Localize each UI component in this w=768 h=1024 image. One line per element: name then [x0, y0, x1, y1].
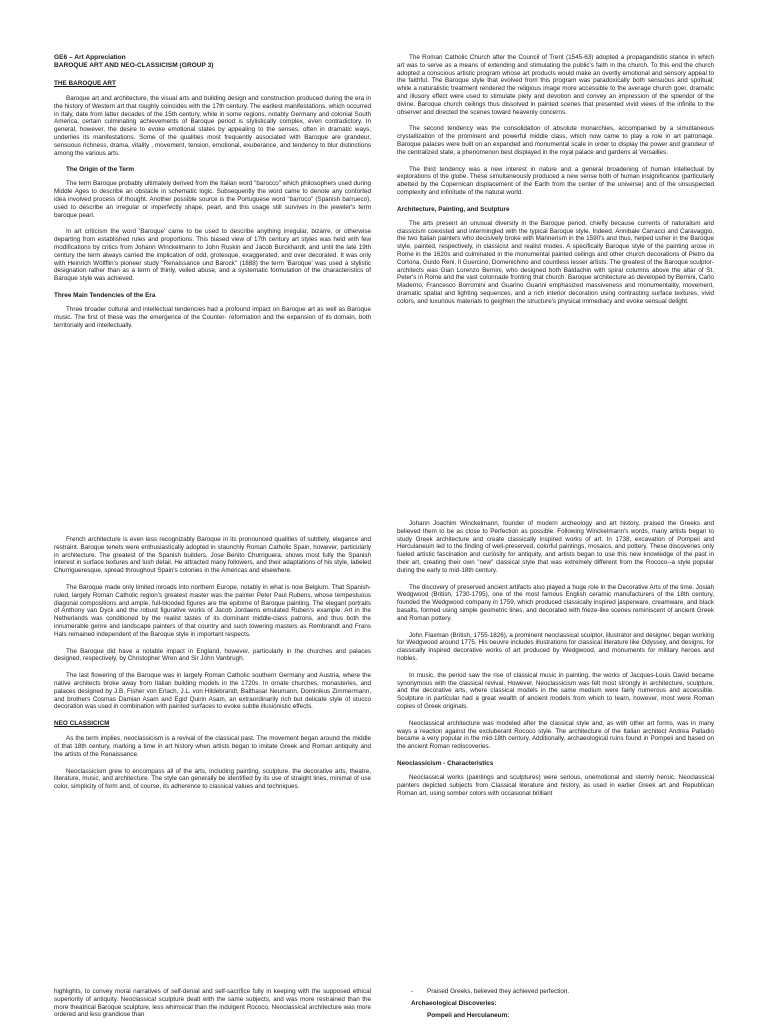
paragraph-origin-2: In art criticism the word 'Baroque' came to be used to describe anything irregular, bizarre, or otherwise departing from established rules and proportions. This biased view of 17th century art styles was held with few modifications by critics from Johann Winckelmann to John Ruskin and Jacob Burckhardt, and until the late 19th century the term always carried the implication of odd, grotesque, exaggerated, and over decorated. It was only with Heinrich Wölfflin's pioneer study "Renaissance und Barock" (1888) the term 'Baroque' was used a stylistic designation rather than as a term of thinly, veiled abuse, and a systematic formulation of the characteristics of Baroque style was achieved.: [54, 228, 371, 283]
paragraph-third-tendency: The third tendency was a new interest in nature and a general broadening of human intellectual by explorations of the globe. These simultaneously produced a new sense both of human insignificance (particularly abetted by the Copernican displacement of the Earth from the center of the universe) and of the unsuspected complexity and infinitude of the natural world.: [397, 165, 714, 196]
section-heading-neoclassicism: NEO CLASSICICM: [54, 720, 110, 728]
heading-neo-characteristics: Neoclassicism - Characteristics: [397, 759, 494, 767]
paragraph-music: In music, the period saw the rise of classical music in painting, the works of Jacques-Louis David became synonymous with the classical revival. However, Neoclassicism was felt most strongly in architecture, sculpture, and the decorative arts, where classical models in the same medium were fairly numerous and accessible. Sculpture in particular had a great wealth of ancient models from which to learn, however, most were Roman copies of Greek originals.: [397, 671, 714, 710]
bullet-dash: -: [411, 988, 414, 995]
paragraph-intro: Baroque art and architecture, the visual arts and building design and construction produced during the era in the history of Western art that roughly coincides with the 17th century. The earliest manifestations, which occurred in Italy, date from latter decades of the 15th century, while in some regions, notably Germany and colonial South America, certain culminating achievements of Baroque period is stylistically complex, even contradictory. In general, however, the desire to evoke emotional states by appealing to the senses, often in dramatic ways, underlies its manifestations. Some of the qualities most frequently associated with Baroque are grandeur, sensuous richness, drama, vitality , movement, tension, emotional, exuberance, and tendency to blur distinctions among the various arts.: [54, 95, 371, 157]
document-page-1: [0, 0, 768, 470]
document-subtitle: BAROQUE ART AND NEO-CLASSICISM (GROUP 3): [54, 62, 214, 69]
heading-three-tendencies: Three Main Tendencies of the Era: [54, 291, 156, 299]
paragraph-neo-1: As the term implies, neoclassicism is a revival of the classical past. The movement began around the middle of that 18th century, marking a time in art history when artists began to imitate Greek and Roman antiquity and the artists of the Renaissance.: [54, 735, 371, 758]
paragraph-origin-1: The term Baroque probably ultimately derived from the Italian word "barocco" which philosophers used during Middle Ages to describe an obstacle in schematic logic. Subsequently the word came to denote any contorted idea involved process of thought. Another possible source is the Portuguese word "barroco" (Spanish barrueco), used to describe an irregular or imperfectly shape, pearl, and this usage still survives in the jeweler's term baroque pearl.: [54, 180, 371, 219]
paragraph-neo-architecture: Neoclassical architecture was modeled after the classical style and, as with other art forms, was in many ways a reaction against the excluberant Rococo style. The architecture of the Italian architect Andrea Palladio became a very popular in the mid-18th century. Additionally, archaeological ruins found in Pompeii and based on the ancient Roman rediscoveries.: [397, 719, 714, 751]
heading-architecture-painting-sculpture: Architecture, Painting, and Sculpture: [397, 205, 510, 213]
paragraph-wedgwood: The discovery of preserved ancient artifacts also played a huge role in the Decorative Arts of the time. Josiah Wedgwood (British, 1730-1795), one of the most famous English ceramic manufacturers of the 18th century, founded the Wedgwood company in 1759, which produced classically inspired jasperware, creamware, and black basalts, formed using simple geometric lines, and decorated with frieze-like scenes reminiscent of ancient Greek and Roman pottery.: [397, 583, 714, 622]
heading-archaeological-discoveries: Archaeological Discoveries:: [411, 1000, 497, 1007]
page3-right-column: [397, 980, 714, 1024]
page2-left-column: [54, 512, 371, 800]
course-title: GE6 – Art Appreciation: [54, 54, 126, 61]
paragraph-belgium: The Baroque made only limited inroads into northern Europe, notably in what is now Belgium. That Spanish-ruled, largely Roman Catholic region's greatest master was the painter Peter Paul Rubens, whose tempestuous diagonal compositions and ample, full-blooded figures are the epitome of Baroque painting. The elegant portraits of Anthony van Dyck and the robust figurative works of Jacob Jordaens emulated Ruben's example. Art in the Netherlands was conditioned by the realist tastes of its dominant middle-class patrons, and thus both the innumerable genre and landscape painters of that country and such towering masters as Rembrandt and Frans Hals remained independent of the Baroque style in important respects.: [54, 583, 371, 638]
paragraph-continued: highlights, to convey moral narratives of self-denial and self-sacrifice fully in keeping with the supposed ethical superiority of antiquity. Neoclassical sculpture dealt with the same subjects, and was more restrained than the more theatrical Baroque sculpture, less whimsical than the indulgent Rococo, Neoclassical architecture was more ordered and less grandiose than: [54, 988, 371, 1019]
paragraph-french: French architecture is even less recognizably Baroque in its pronounced qualities of subtlety, elegance and restraint. Baroque tenets were enthusiastically adopted in staunchly Roman Catholic Spain, however, particularly in architecture. The greatest of the Spanish builders, Jose Benito Churriguera, shows most fully the Spanish interest in surface textures and lush detail. He attracted many followers, and their adaptations of his style, labeled Churrigueresque, spread throughout Spain's colonies in the Americas and elsewhere.: [54, 536, 371, 575]
paragraph-flaxman: John Flaxman (British, 1755-1826), a prominent neoclassical sculptor, illustrator and designer, began working for Wedgwood around 1775. His oeuvre includes illustrations for classical literature like Odyssey, and designs, for classically inspired decorative works of art produced by Wedgwood, and monuments for military heroes and nobles.: [397, 631, 714, 662]
document-page-2: [0, 512, 768, 907]
paragraph-neo-2: Neoclassicism grew to encompass all of the arts, including painting, sculpture, the decorative arts, theatre, literature, music, and architecture. The style can generally be identified by its use of straight lines, minimal of use color, simplicity of form and, of course, its adherence to classical values and techniques.: [54, 767, 371, 791]
heading-origin-of-term: The Origin of the Term: [66, 166, 135, 174]
document-page-3: [0, 980, 768, 1024]
paragraph-three-tendencies: Three broader cultural and intellectual tendencies had a profound impact on Baroque art as well as Baroque music. The first of these was the emergence of the Counter- reformation and the expansion of its domain, both territorially and intellectually.: [54, 305, 371, 329]
page2-right-column: [397, 512, 714, 806]
bullet-text: Praised Greeks, believed they achieved perfection.: [427, 988, 570, 995]
paragraph-winckelmann: Johann Joachim Winckelmann, founder of modern archeology and art history, praised the Greeks and believed them to be as close to Perfection as possible. Following Winckelmann's words, many artists began to study Greek architecture and create classically inspired works of art. In 1738, excavation of Pompeii and Herculaneum led to the finding of well-preserved, colorful paintings, mosaics, and pottery. These discoveries only fueled artistic fascination and curiosity for antiquity, and artists began to use this new knowledge of the past in their art, creating their own "new" classical style that was extremely different from the Rococo--a style popular during the early to mid-18th century.: [397, 520, 714, 574]
page3-left-column: [54, 980, 371, 1024]
paragraph-architecture: The arts present an unusual diversity in the Baroque period, chiefly because currents of naturalism and classicism coexisted and intermingled with the typical Baroque style. Indeed, Annibale Carracci and Caravaggio, the two Italian painters who decisively broke with Mannerism in the 1590's and thus, helped usher in the Baroque style, painted, respectively, in classicist and realist modes. A specifically Baroque style of the painting arose in Rome in the 1620s and culminated in the monumental painted ceilings and other church decorations of Pietro da Cortona, Guido Reni, Il Guercino, Domenichino and countless lesser artists. The greatest of the Baroque sculptor-architects was Gian Lorenzo Bernini, who designed both Baldachin with spiral columns above the altar of St. Peter's in Rome and the vast colonnade fronting that church. Baroque architecture as developed by Bernini, Carlo Maderno, Francesco Borromini and Guarino Guarini emphasized massiveness and monumentality, movement, dramatic spatial and lighting sequences, and a rich interior decoration using contrasting surface textures, vivid colors, and luxurious materials to geighten the structure's physical immediacy and evoke sensual delight.: [397, 219, 714, 305]
heading-pompeii-herculaneum: Pompeii and Herculaneum:: [427, 1012, 510, 1019]
section-heading-baroque: THE BAROQUE ART: [54, 80, 116, 87]
paragraph-characteristics: Neoclassical works (paintings and sculptures) were serious, unemotional and sternly heroic. Neoclassical painters depicted subjects from Classical literature and history, as used in earlier Greek art and Republican Roman art, using somber colors with occasional brilliant: [397, 773, 714, 797]
page1-right-column: [397, 0, 714, 315]
paragraph-roman-catholic: The Roman Catholic Church after the Council of Trent (1545-63) adopted a propagandistic stance in which art was to serve as a means of extending and stimulating the public's faith in the church. To this end the church adopted a conscious artistic program whose art products would make an overtly emotional and sensory appeal to the faithful. The Baroque style that evolved from this program was paradoxically both sensuous and spiritual; while a naturalistic treatment rendered the religious image more accessible to the average church goer, dramatic and illusory effect were used to stimulate piety and devotion and convey an impression of the splendor of the divine. Baroque church ceilings thus dissolved in painted scenes that presented vivid views of the infinite to the observer and directed the scenes toward heavenly concerns.: [397, 54, 714, 116]
paragraph-second-tendency: The second tendency was the consolidation of absolute monarchies, accompanied by a simultaneous crystallization of the prominent and powerful middle class, which now came to play a role in art patronage. Baroque palaces were built on an expanded and monumental scale in order to display the power and grandeur of the centralized state, a phenomenon best displayed in the royal palace and gardens at Versailles.: [397, 125, 714, 156]
bullet-praised-greeks: [411, 988, 714, 996]
paragraph-last-flowering: The last flowering of the Baroque was in largely Roman Catholic southern Germany and Austria, where the native architects broke away from Italian building models in the 1720s. In ornate churches, monasteries, and palaces designed by J.B. Fisher von Erlach, J.L. von Hildebrandt, Balthasar Neumann, Dominikus Zimmermann, and brothers Cosmas Damian Asam and Egid Quirin Asam, an extraordinarily rich but delicate style of stucco decoration was used in combination with painted surfaces to evoke subtle illusionistic effects.: [54, 672, 371, 711]
page1-left-column: [54, 0, 371, 338]
paragraph-england: The Baroque did have a notable impact in England, however, particularly in the churches and palaces designed, respectively, by Christopher Wren and Sir John Vanbrugh.: [54, 647, 371, 663]
